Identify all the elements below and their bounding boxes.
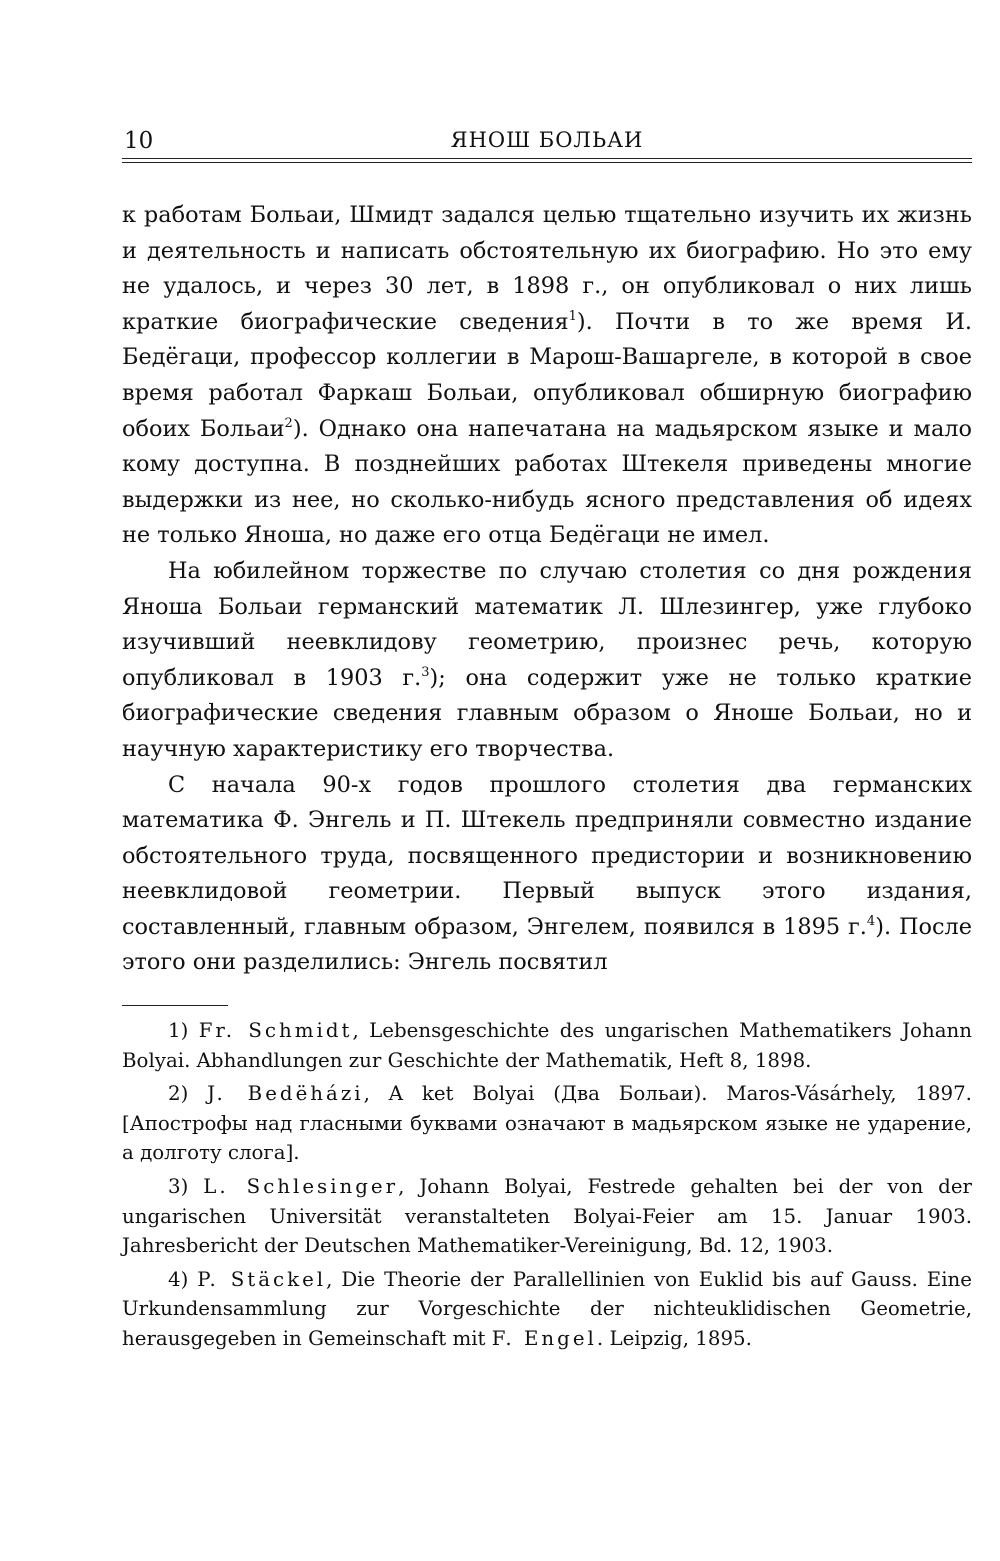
- paragraph-1: к работам Больаи, Шмидт задался целью тщательно изучить их жизнь и деятельность и написать обстоятельную их биографию. Но это ему не удалось, и через 30 лет, в 1898 г., он опубликовал о них лишь краткие биографические сведения$^1$). Почти в то же время И. Бедёгаци, профессор коллегии в Марош-Вашаргеле, в которой в свое время работал Фаркаш Больаи, опубликовал обширную биографию обоих Больаи$^2$). Однако она напечатана на мадьярском языке и мало кому доступна. В позднейших работах Штекеля приведены многие выдержки из нее, но сколько-нибудь ясного представления об идеях не только Яноша, но даже его отца Бедёгаци не имел.: [122, 202, 972, 549]
- footnote-author: Fr. Schmidt: [198, 1019, 353, 1043]
- footnote-author: P. Stäckel: [197, 1267, 327, 1291]
- book-page: [122, 120, 972, 1358]
- footnote-author: L. Schlesinger: [203, 1175, 399, 1199]
- page-header: [122, 120, 972, 160]
- footnote-3: 3) L. Schlesinger, Johann Bolyai, Festrede gehalten bei der von der ungarischen Universität veranstalteten Bolyai-Feier am 15. Januar 1903. Jahresbericht der Deutschen Mathematiker-Vereinigung, Bd. 12, 1903.: [122, 1175, 972, 1258]
- header-rule: [122, 158, 972, 163]
- footnote-separator: [122, 1005, 228, 1006]
- page-number: 10: [124, 128, 154, 154]
- footnote-2: 2) J. Bedëházi, A ket Bolyai (Два Больаи). Maros-Vásárhely, 1897. [Апострофы над гласными буквами означают в мадьярском языке не ударение, а долготу слога].: [122, 1082, 972, 1165]
- footnote-ref-1: 1: [568, 308, 577, 324]
- main-text: [122, 198, 972, 981]
- footnote-ref-3: 3: [421, 664, 430, 680]
- footnote-4: 4) P. Stäckel, Die Theorie der Parallellinien von Euklid bis auf Gauss. Eine Urkundensammlung zur Vorgeschichte der nichteuklidischen Geometrie, herausgegeben in Gemeinschaft mit F. Engel. Leipzig, 1895.: [122, 1267, 972, 1350]
- footnote-ref-2: 2: [284, 415, 293, 431]
- footnote-author: J. Bedëházi: [207, 1082, 364, 1106]
- footnote-1: 1) Fr. Schmidt, Lebensgeschichte des ungarischen Mathematikers Johann Bolyai. Abhandlungen zur Geschichte der Mathematik, Heft 8, 1898.: [122, 1019, 972, 1072]
- paragraph-2: На юбилейном торжестве по случаю столетия со дня рождения Яноша Больаи германский математик Л. Шлезингер, уже глубоко изучивший неевклидову геометрию, произнес речь, которую опубликовал в 1903 г.$^3$); она содержит уже не только краткие биографические сведения главным образом о Яноше Больаи, но и научную характеристику его творчества.: [122, 557, 972, 762]
- running-title: ЯНОШ БОЛЬАИ: [450, 128, 644, 152]
- footnotes: [122, 1016, 972, 1354]
- footnote-ref-4: 4: [866, 913, 876, 929]
- paragraph-3: С начала 90-х годов прошлого столетия два германских математика Ф. Энгель и П. Штекель предприняли совместно издание обстоятельного труда, посвященного предистории и возникновению неевклидовой геометрии. Первый выпуск этого издания, составленный, главным образом, Энгелем, появился в 1895 г.$^4$). После этого они разделились: Энгель посвятил: [122, 771, 972, 976]
- footnote-author-2: F. Engel: [491, 1327, 597, 1350]
